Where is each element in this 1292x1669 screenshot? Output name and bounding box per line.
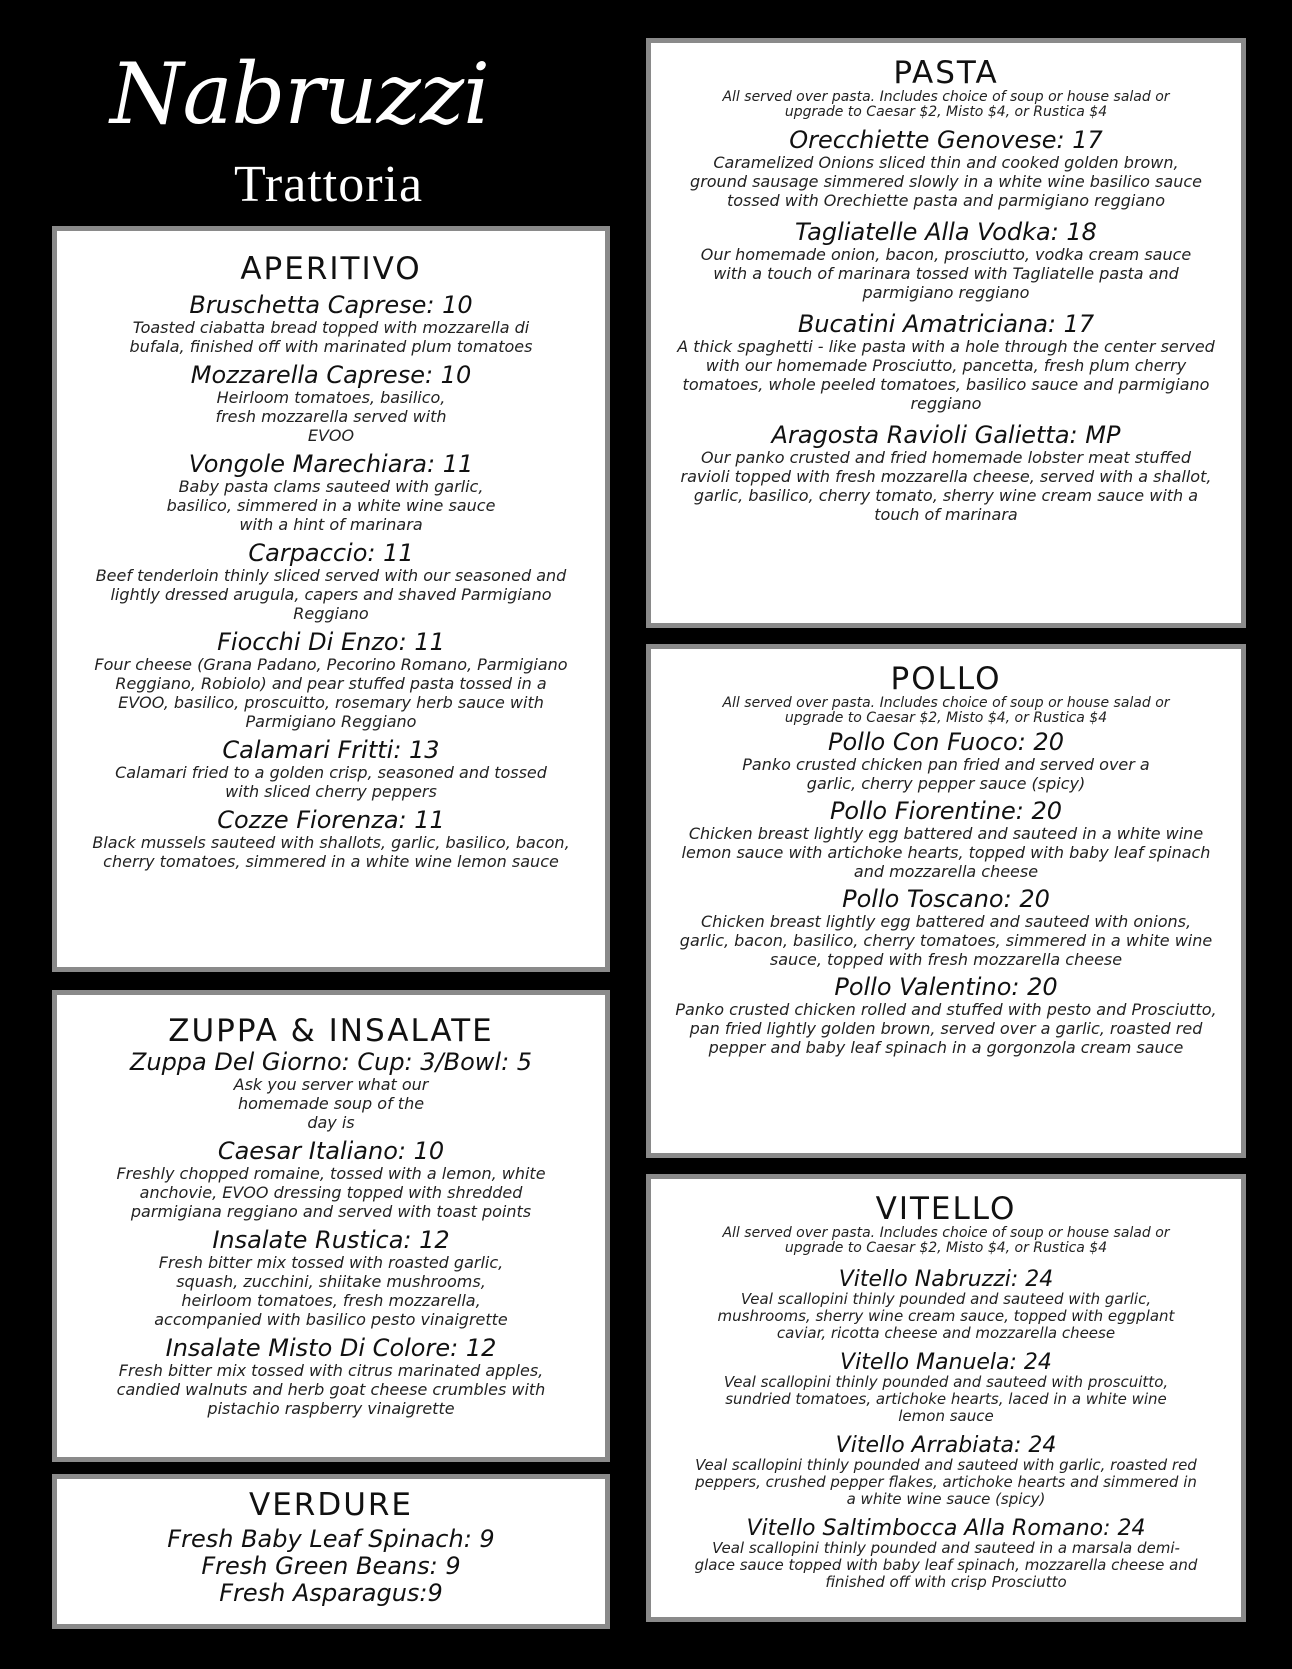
item-description: Baby pasta clams sauteed with garlic, basilico, simmered in a white wine sauce with a hint of marinara [166,476,496,534]
menu-item [71,1136,591,1221]
menu-item [71,805,591,871]
item-description: Caramelized Onions sliced thin and cooked golden brown, ground sausage simmered slowly in a white wine basilico sauce tossed with Orechiette pasta and parmigiano reggiano [690,152,1202,210]
menu-item [663,309,1229,413]
item-description: Fresh bitter mix tossed with roasted garlic, squash, zucchini, shiitake mushrooms, heirloom tomatoes, fresh mozzarella, accompanied with basilico pesto vinaigrette [154,1252,508,1329]
item-description: Ask you server what our homemade soup of the day is [233,1074,429,1132]
pollo-panel [646,644,1246,1158]
item-name: Fiocchi Di Enzo: 11 [217,627,445,656]
item-name: Calamari Fritti: 13 [222,735,440,764]
item-name: Tagliatelle Alla Vodka: 18 [795,217,1097,246]
item-name: Pollo Toscano: 20 [842,884,1050,913]
menu-item [71,1047,591,1132]
item-name: Pollo Fiorentine: 20 [829,796,1063,825]
menu-item [71,360,591,445]
section-note: All served over pasta. Includes choice of soup or house salad or upgrade to Caesar $2, Misto $4, or Rustica $4 [722,88,1170,120]
logo-name: Nabruzzi [110,45,489,143]
item-name: Insalate Rustica: 12 [212,1225,450,1254]
item-name: Vongole Marechiara: 11 [188,449,474,478]
item-name: Carpaccio: 11 [248,538,414,567]
menu-item [663,1268,1229,1342]
menu-item [71,449,591,534]
menu-item [663,1434,1229,1508]
menu-item [71,1225,591,1329]
item-description: Veal scallopini thinly pounded and sauteed with garlic, roasted red peppers, crushed pepper flakes, artichoke hearts and simmered in a white wine sauce (spicy) [695,1455,1197,1508]
section-note: All served over pasta. Includes choice of soup or house salad or upgrade to Caesar $2, Misto $4, or Rustica $4 [722,1224,1170,1256]
item-name: Pollo Con Fuoco: 20 [828,727,1064,756]
item-name: Bruschetta Caprese: 10 [189,290,473,319]
item-description: Our panko crusted and fried homemade lobster meat stuffed ravioli topped with fresh mozzarella cheese, served with a shallot, garlic, basilico, cherry tomato, sherry wine cream sauce with a touch of marinara [680,447,1212,524]
section-title-pasta: PASTA [893,55,999,91]
menu-item [663,884,1229,969]
restaurant-logo [110,45,530,213]
item-description: Freshly chopped romaine, tossed with a lemon, white anchovie, EVOO dressing topped with shredded parmigiana reggiano and served with toast points [116,1163,546,1221]
item-description: Panko crusted chicken pan fried and served over a garlic, cherry pepper sauce (spicy) [742,754,1150,793]
item-name: Vitello Saltimbocca Alla Romano: 24 [746,1515,1146,1541]
menu-item [71,538,591,623]
item-name: Insalate Misto Di Colore: 12 [165,1333,497,1362]
vitello-panel [646,1174,1246,1622]
menu-item [663,1351,1229,1425]
item-name: Pollo Valentino: 20 [834,972,1058,1001]
verdure-item: Fresh Green Beans: 9 [201,1551,461,1580]
item-description: Our homemade onion, bacon, prosciutto, vodka cream sauce with a touch of marinara tossed with Tagliatelle pasta and parmigiano reggiano [700,244,1192,302]
menu-item [71,1333,591,1418]
section-title-vitello: VITELLO [875,1191,1017,1227]
pasta-panel [646,38,1246,628]
section-title-pollo: POLLO [890,661,1002,697]
section-title-aperitivo: APERITIVO [240,251,422,287]
verdure-item: Fresh Baby Leaf Spinach: 9 [167,1524,495,1553]
item-name: Orecchiette Genovese: 17 [789,125,1103,154]
logo-subtitle: Trattoria [234,156,424,213]
item-name: Aragosta Ravioli Galietta: MP [771,420,1121,449]
item-description: Chicken breast lightly egg battered and sauteed in a white wine lemon sauce with artichoke hearts, topped with baby leaf spinach and mozzarella cheese [681,823,1211,881]
item-name: Caesar Italiano: 10 [217,1136,445,1165]
item-description: Veal scallopini thinly pounded and sauteed in a marsala demi-glace sauce topped with baby leaf spinach, mozzarella cheese and finished off with crisp Prosciutto [694,1538,1198,1591]
item-name: Bucatini Amatriciana: 17 [797,309,1095,338]
menu-item [663,796,1229,881]
section-title-zuppa: ZUPPA & INSALATE [168,1013,494,1049]
item-name: Cozze Fiorenza: 11 [217,805,445,834]
menu-item [663,1517,1229,1591]
aperitivo-panel [52,226,610,972]
item-description: Veal scallopini thinly pounded and sauteed with proscuitto, sundried tomatoes, artichoke hearts, laced in a white wine lemon sauce [723,1372,1169,1425]
verdure-item: Fresh Asparagus:9 [219,1578,443,1607]
verdure-panel [52,1474,610,1629]
item-name: Vitello Nabruzzi: 24 [838,1266,1054,1292]
item-description: Black mussels sauteed with shallots, garlic, basilico, bacon, cherry tomatoes, simmered in a white wine lemon sauce [92,832,570,871]
section-title-verdure: VERDURE [248,1487,414,1523]
item-description: Panko crusted chicken rolled and stuffed with pesto and Prosciutto, pan fried lightly golden brown, served over a garlic, roasted red pepper and baby leaf spinach in a gorgonzola cream sauce [675,999,1217,1057]
item-description: Toasted ciabatta bread topped with mozzarella di bufala, finished off with marinated plum tomatoes [129,317,533,356]
menu-item [71,290,591,356]
item-name: Vitello Arrabiata: 24 [835,1432,1057,1458]
item-description: Chicken breast lightly egg battered and sauteed with onions, garlic, bacon, basilico, cherry tomatoes, simmered in a white wine sauce, topped with fresh mozzarella cheese [679,911,1213,969]
item-description: Beef tenderloin thinly sliced served with our seasoned and lightly dressed arugula, capers and shaved Parmigiano Reggiano [95,565,567,623]
item-description: Heirloom tomatoes, basilico, fresh mozzarella served with EVOO [215,387,447,445]
menu-item [71,735,591,801]
menu-item [663,727,1229,793]
menu-item [663,125,1229,210]
item-name: Zuppa Del Giorno: Cup: 3/Bowl: 5 [129,1047,533,1076]
item-description: A thick spaghetti - like pasta with a hole through the center served with our homemade Prosciutto, pancetta, fresh plum cherry tomatoes, whole peeled tomatoes, basilico sauce and parmigiano reggiano [677,336,1215,413]
menu-item [663,217,1229,302]
item-description: Calamari fried to a golden crisp, seasoned and tossed with sliced cherry peppers [115,762,547,801]
menu-item [663,972,1229,1057]
menu-item [71,627,591,731]
item-name: Vitello Manuela: 24 [840,1349,1052,1375]
item-description: Fresh bitter mix tossed with citrus marinated apples, candied walnuts and herb goat cheese crumbles with pistachio raspberry vinaigrette [116,1360,546,1418]
item-name: Mozzarella Caprese: 10 [190,360,472,389]
zuppa-panel [52,990,610,1462]
menu-item [663,420,1229,524]
item-description: Veal scallopini thinly pounded and sauteed with garlic, mushrooms, sherry wine cream sauce, topped with eggplant caviar, ricotta cheese and mozzarella cheese [717,1289,1175,1342]
item-description: Four cheese (Grana Padano, Pecorino Romano, Parmigiano Reggiano, Robiolo) and pear stuffed pasta tossed in a EVOO, basilico, proscuitto, rosemary herb sauce with Parmigiano Reggiano [94,654,568,731]
section-note: All served over pasta. Includes choice of soup or house salad or upgrade to Caesar $2, Misto $4, or Rustica $4 [722,694,1170,726]
